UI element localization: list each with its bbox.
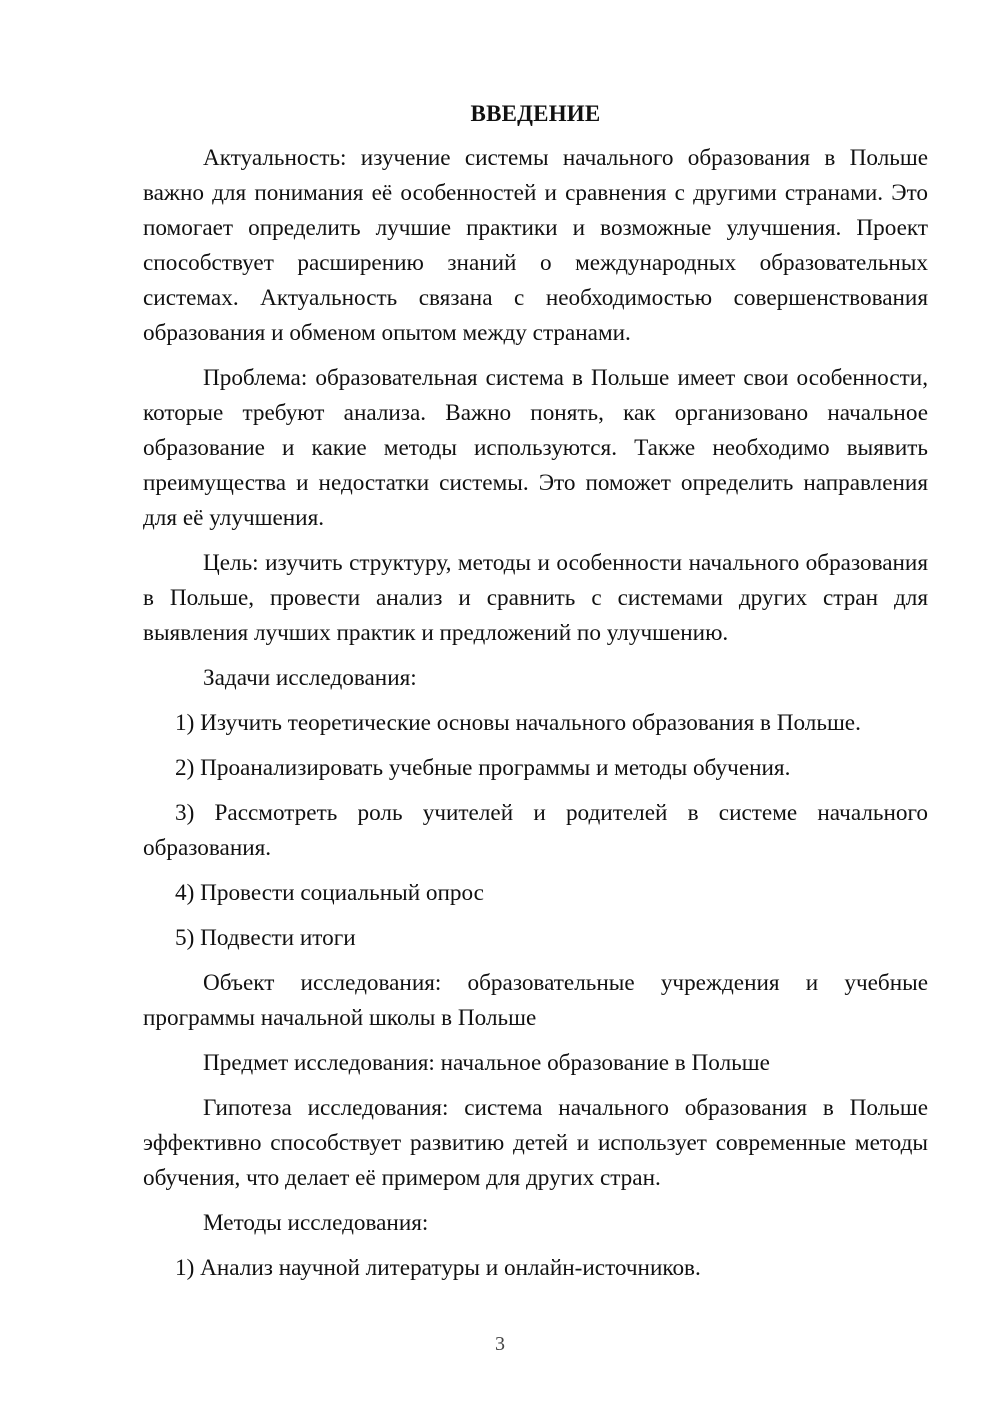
paragraph-object: Объект исследования: образовательные учреждения и учебные программы начальной школы в Польше <box>143 970 928 1031</box>
paragraph-subject: Предмет исследования: начальное образование в Польше <box>203 1050 770 1076</box>
task-item-4: 4) Провести социальный опрос <box>175 880 484 906</box>
tasks-heading: Задачи исследования: <box>203 665 417 691</box>
task-item-2: 2) Проанализировать учебные программы и методы обучения. <box>175 755 791 781</box>
task-item-5: 5) Подвести итоги <box>175 925 356 951</box>
paragraph-problem: Проблема: образовательная система в Польше имеет свои особенности, которые требуют анализа. Важно понять, как организовано начальное образование и какие методы используются. Также необходимо выявить преимущества и недостатки системы. Это поможет определить направления для её улучшения. <box>143 365 928 531</box>
task-item-1: 1) Изучить теоретические основы начального образования в Польше. <box>175 710 861 736</box>
task-item-3: 3) Рассмотреть роль учителей и родителей в системе начального образования. <box>143 800 928 861</box>
paragraph-hypothesis: Гипотеза исследования: система начального образования в Польше эффективно способствует развитию детей и использует современные методы обучения, что делает её примером для других стран. <box>143 1095 928 1191</box>
section-heading: ВВЕДЕНИЕ <box>470 101 601 126</box>
paragraph-relevance: Актуальность: изучение системы начального образования в Польше важно для понимания её особенностей и сравнения с другими странами. Это помогает определить лучшие практики и возможные улучшения. Проект способствует расширению знаний о международных образовательных системах. Актуальность связана с необходимостью совершенствования образования и обменом опытом между странами. <box>143 145 928 346</box>
methods-heading: Методы исследования: <box>203 1210 429 1236</box>
document-body <box>143 96 928 1286</box>
page-number: 3 <box>495 1333 505 1355</box>
method-item-1: 1) Анализ научной литературы и онлайн-источников. <box>175 1255 701 1281</box>
paragraph-goal: Цель: изучить структуру, методы и особенности начального образования в Польше, провести анализ и сравнить с системами других стран для выявления лучших практик и предложений по улучшению. <box>143 550 928 646</box>
